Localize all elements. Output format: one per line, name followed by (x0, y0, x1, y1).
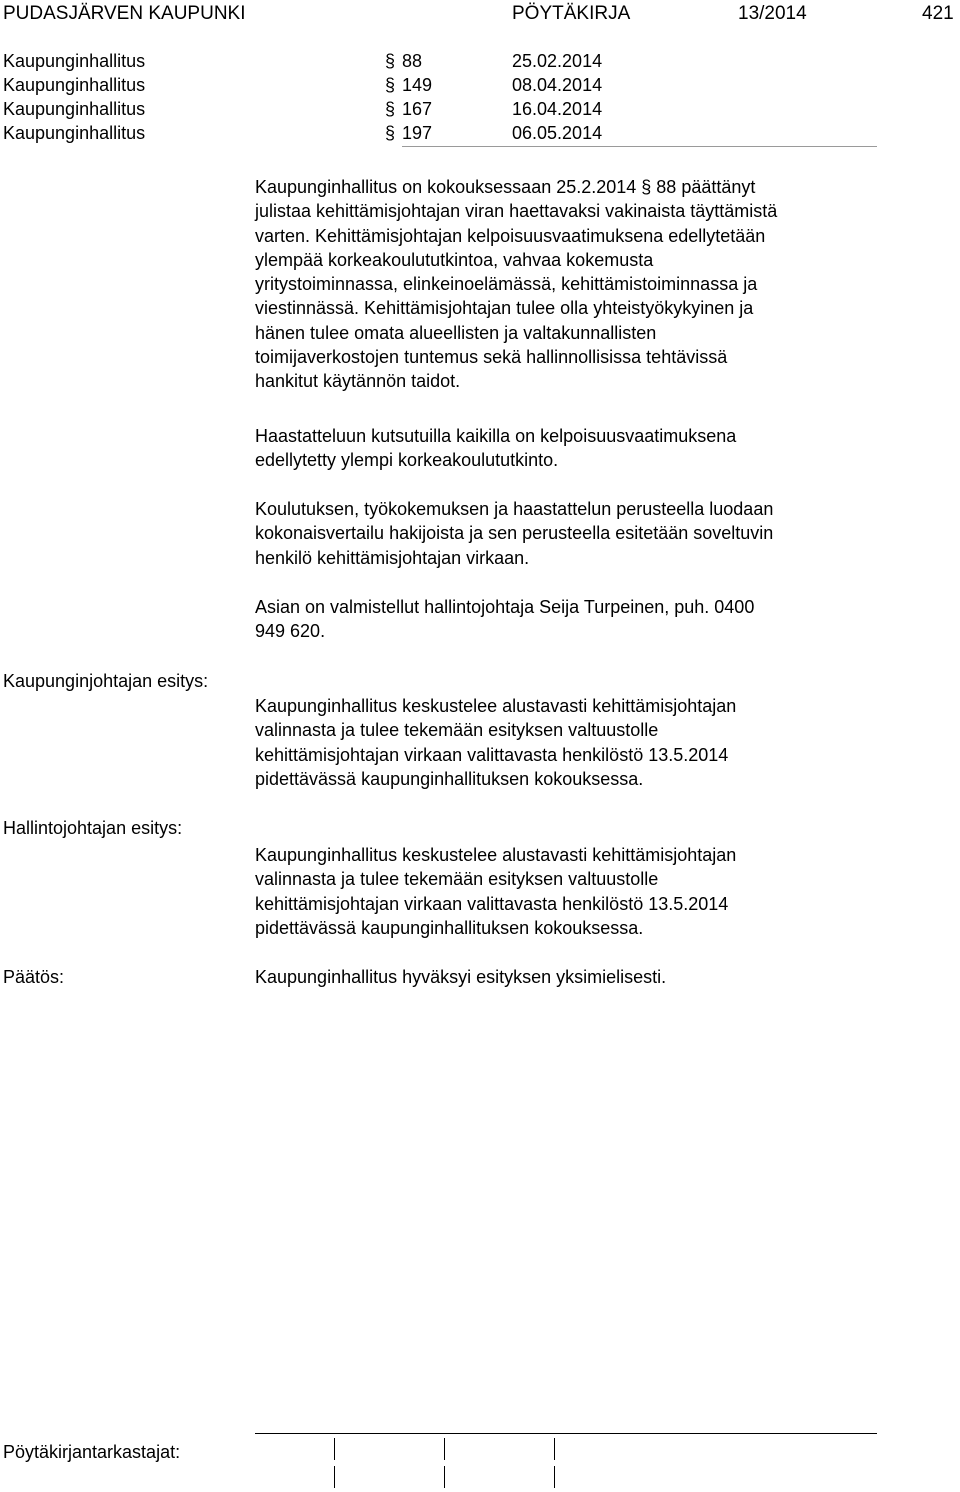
text-line: kokonaisvertailu hakijoista ja sen perusteella esitetään soveltuvin (255, 523, 774, 544)
text-line: viestinnässä. Kehittämisjohtajan tulee olla yhteistyökykyinen ja (255, 298, 754, 319)
evaluation-paragraph (255, 497, 875, 570)
mayor-proposal-text (255, 694, 875, 791)
text-line: hankitut käytännön taidot. (255, 371, 461, 392)
text-line: pidettävässä kaupunginhallituksen kokouksessa. (255, 768, 644, 789)
decision-text (255, 965, 875, 989)
signature-line (444, 1466, 445, 1488)
reference-number: 88 (402, 51, 423, 71)
text-line: Kaupunginhallitus hyväksyi esityksen yksimielisesti. (255, 967, 667, 987)
interview-paragraph (255, 424, 875, 473)
reviewers-label: Pöytäkirjantarkastajat: (3, 1442, 181, 1462)
text-line: valinnasta ja tulee tekemään esityksen valtuustolle (255, 720, 659, 741)
reference-body: Kaupunginhallitus (3, 51, 146, 71)
section-sign-icon: § (385, 99, 396, 119)
signature-line (334, 1438, 335, 1460)
text-line: toimijaverkostojen tuntemus sekä hallinnollisissa tehtävissä (255, 347, 728, 368)
signature-line (554, 1438, 555, 1460)
reference-date: 25.02.2014 (512, 51, 603, 71)
page-number: 421 (922, 3, 954, 24)
municipality-name: PUDASJÄRVEN KAUPUNKI (3, 3, 246, 24)
text-line: kehittämisjohtajan virkaan valittavasta henkilöstö 13.5.2014 (255, 893, 729, 914)
footer-divider (255, 1433, 877, 1434)
reference-number: 197 (402, 123, 433, 143)
text-line: hänen tulee omata alueellisten ja valtakunnallisten (255, 322, 657, 343)
signature-line (334, 1466, 335, 1488)
text-line: valinnasta ja tulee tekemään esityksen valtuustolle (255, 869, 659, 890)
reference-body: Kaupunginhallitus (3, 75, 146, 95)
text-line: 949 620. (255, 621, 326, 642)
signature-line (444, 1438, 445, 1460)
text-line: kehittämisjohtajan virkaan valittavasta henkilöstö 13.5.2014 (255, 744, 729, 765)
text-line: Koulutuksen, työkokemuksen ja haastattelun perusteella luodaan (255, 499, 774, 519)
text-line: edellytetty ylempi korkeakoulututkinto. (255, 450, 559, 471)
text-line: pidettävässä kaupunginhallituksen kokouksessa. (255, 917, 644, 938)
section-sign-icon: § (385, 51, 396, 71)
text-line: Kaupunginhallitus keskustelee alustavasti kehittämisjohtajan (255, 696, 737, 716)
admin-proposal-label: Hallintojohtajan esitys: (3, 818, 183, 838)
text-line: varten. Kehittämisjohtajan kelpoisuusvaatimuksena edellytetään (255, 225, 766, 246)
signature-line (554, 1466, 555, 1488)
text-line: Kaupunginhallitus keskustelee alustavasti kehittämisjohtajan (255, 845, 737, 865)
text-line: ylempää korkeakoulututkintoa, vahvaa kokemusta (255, 249, 654, 270)
text-line: Kaupunginhallitus on kokouksessaan 25.2.2014 § 88 päättänyt (255, 177, 756, 197)
reference-divider (402, 146, 877, 147)
reference-number: 167 (402, 99, 433, 119)
issue-number: 13/2014 (738, 3, 807, 24)
reference-number: 149 (402, 75, 433, 95)
document-type: PÖYTÄKIRJA (512, 3, 631, 24)
text-line: Asian on valmistellut hallintojohtaja Seija Turpeinen, puh. 0400 (255, 597, 755, 617)
preparer-paragraph (255, 595, 875, 644)
text-line: henkilö kehittämisjohtajan virkaan. (255, 547, 530, 568)
text-line: yritystoiminnassa, elinkeinoelämässä, kehittämistoiminnassa ja (255, 274, 758, 295)
text-line: julistaa kehittämisjohtajan viran haettavaksi vakinaista täyttämistä (255, 201, 778, 222)
reference-body: Kaupunginhallitus (3, 123, 146, 143)
reference-date: 06.05.2014 (512, 123, 603, 143)
reference-date: 16.04.2014 (512, 99, 603, 119)
reference-body: Kaupunginhallitus (3, 99, 146, 119)
section-sign-icon: § (385, 123, 396, 143)
reference-date: 08.04.2014 (512, 75, 603, 95)
decision-label: Päätös: (3, 967, 65, 987)
text-line: Haastatteluun kutsutuilla kaikilla on kelpoisuusvaatimuksena (255, 426, 737, 446)
admin-proposal-text (255, 843, 875, 940)
mayor-proposal-label: Kaupunginjohtajan esitys: (3, 671, 209, 691)
section-sign-icon: § (385, 75, 396, 95)
background-paragraph (255, 175, 875, 394)
